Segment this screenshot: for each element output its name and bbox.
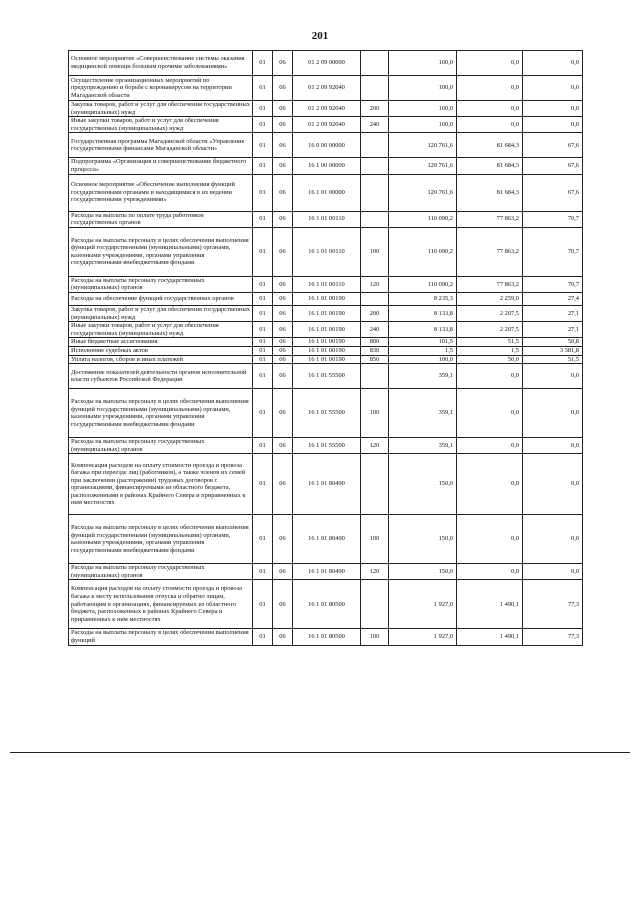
row-target-code: 16 1 01 00190 [293,338,361,347]
row-executed-amount: 50,0 [457,355,523,364]
bottom-divider [10,752,630,753]
row-subsection: 06 [273,133,293,158]
row-percent: 0,0 [523,76,583,101]
row-target-code: 16 1 01 00190 [293,305,361,321]
row-section: 01 [253,174,273,211]
row-assigned-amount: 100,0 [389,51,457,76]
row-assigned-amount: 110 090,2 [389,227,457,276]
row-percent: 27,1 [523,305,583,321]
row-executed-amount: 1,5 [457,346,523,355]
row-executed-amount: 1 490,1 [457,580,523,629]
table-row [69,338,583,347]
row-expense-type [361,211,389,227]
row-executed-amount: 0,0 [457,438,523,454]
row-target-code: 16 1 01 00190 [293,355,361,364]
row-assigned-amount: 150,0 [389,454,457,515]
row-subsection: 06 [273,101,293,117]
row-expense-type: 200 [361,101,389,117]
table-row [69,211,583,227]
row-percent: 27,1 [523,322,583,338]
row-executed-amount: 77 863,2 [457,276,523,292]
row-name: Расходы на обеспечение функций государственных органов [69,292,253,305]
row-assigned-amount: 110 090,2 [389,276,457,292]
table-row [69,101,583,117]
row-executed-amount: 77 863,2 [457,211,523,227]
row-section: 01 [253,117,273,133]
row-assigned-amount: 8 235,3 [389,292,457,305]
row-name: Основное мероприятие «Совершенствование системы оказания медицинской помощи больным прочими заболеваниями» [69,51,253,76]
row-subsection: 06 [273,305,293,321]
row-section: 01 [253,76,273,101]
row-name: Государственная программа Магаданской области «Управление государственными финансами Магаданской области» [69,133,253,158]
row-section: 01 [253,101,273,117]
row-subsection: 06 [273,346,293,355]
row-subsection: 06 [273,211,293,227]
table-row [69,629,583,645]
row-executed-amount: 2 259,0 [457,292,523,305]
table-row [69,117,583,133]
row-expense-type: 800 [361,338,389,347]
row-expense-type [361,364,389,389]
table-row [69,515,583,564]
row-executed-amount: 81 684,3 [457,158,523,174]
row-executed-amount: 51,5 [457,338,523,347]
row-assigned-amount: 120 761,6 [389,174,457,211]
row-assigned-amount: 100,0 [389,355,457,364]
row-percent: 0,0 [523,564,583,580]
row-assigned-amount: 359,1 [389,438,457,454]
row-section: 01 [253,322,273,338]
row-percent: 67,6 [523,133,583,158]
row-target-code: 16 1 01 00110 [293,211,361,227]
row-target-code: 16 1 01 00190 [293,292,361,305]
row-name: Расходы на выплаты персоналу государственных (муниципальных) органов [69,438,253,454]
row-expense-type: 200 [361,305,389,321]
row-expense-type: 120 [361,276,389,292]
table-row [69,158,583,174]
row-subsection: 06 [273,564,293,580]
row-percent: 77,3 [523,580,583,629]
table-row [69,580,583,629]
row-name: Исполнение судебных актов [69,346,253,355]
row-subsection: 06 [273,158,293,174]
table-row [69,305,583,321]
row-percent: 0,0 [523,515,583,564]
row-target-code: 16 1 01 55500 [293,389,361,438]
row-executed-amount: 2 207,5 [457,322,523,338]
table-body [69,51,583,646]
row-name: Закупка товаров, работ и услуг для обеспечения государственных (муниципальных) нужд [69,101,253,117]
row-assigned-amount: 150,0 [389,564,457,580]
table-row [69,174,583,211]
row-percent: 0,0 [523,51,583,76]
row-assigned-amount: 120 761,6 [389,158,457,174]
row-section: 01 [253,364,273,389]
row-expense-type [361,158,389,174]
row-percent: 0,0 [523,438,583,454]
row-subsection: 06 [273,454,293,515]
row-assigned-amount: 1 927,0 [389,629,457,645]
row-target-code: 16 1 01 55500 [293,438,361,454]
row-percent: 67,6 [523,174,583,211]
row-name: Осуществление организационных мероприятий по предупреждению и борьбе с коронавирусом на территории Магаданской области [69,76,253,101]
row-assigned-amount: 359,1 [389,364,457,389]
row-subsection: 06 [273,76,293,101]
row-target-code: 16 1 01 80490 [293,515,361,564]
row-expense-type [361,174,389,211]
row-subsection: 06 [273,580,293,629]
row-target-code: 16 0 00 00000 [293,133,361,158]
row-subsection: 06 [273,364,293,389]
row-name: Расходы на выплаты персоналу в целях обеспечения выполнения функций государственными (муниципальными) органами, казенными учреждениями, органами управления государственными внебюджетными фондами [69,389,253,438]
row-subsection: 06 [273,227,293,276]
row-target-code: 16 1 01 80490 [293,564,361,580]
table-row [69,276,583,292]
row-expense-type: 120 [361,564,389,580]
row-section: 01 [253,211,273,227]
row-subsection: 06 [273,438,293,454]
row-name: Закупка товаров, работ и услуг для обеспечения государственных (муниципальных) нужд [69,305,253,321]
page-number: 201 [311,30,329,42]
row-executed-amount: 0,0 [457,101,523,117]
row-name: Компенсация расходов на оплату стоимости проезда и провоза багажа при переезде лиц (работников), а также членов их семей при заключении (расторжении) трудовых договоров с организациями, финансируемыми из областного бюджета, расположенными в районах Крайнего Севера и приравненных к ним местностях [69,454,253,515]
row-target-code: 16 1 00 00000 [293,158,361,174]
table-row [69,76,583,101]
row-executed-amount: 81 684,3 [457,133,523,158]
row-target-code: 16 1 01 80500 [293,629,361,645]
row-subsection: 06 [273,322,293,338]
row-name: Расходы на выплаты персоналу государственных (муниципальных) органов [69,276,253,292]
row-percent: 3 381,8 [523,346,583,355]
row-section: 01 [253,515,273,564]
row-assigned-amount: 150,0 [389,515,457,564]
row-name: Подпрограмма «Организация и совершенствование бюджетного процесса» [69,158,253,174]
row-assigned-amount: 120 761,6 [389,133,457,158]
row-expense-type: 240 [361,117,389,133]
row-section: 01 [253,133,273,158]
table-row [69,227,583,276]
row-percent: 70,7 [523,276,583,292]
row-section: 01 [253,355,273,364]
row-name: Иные бюджетные ассигнования [69,338,253,347]
row-section: 01 [253,346,273,355]
row-executed-amount: 81 684,3 [457,174,523,211]
row-expense-type [361,580,389,629]
row-assigned-amount: 100,0 [389,76,457,101]
row-percent: 27,4 [523,292,583,305]
row-executed-amount: 0,0 [457,564,523,580]
row-target-code: 16 1 01 00190 [293,346,361,355]
row-subsection: 06 [273,117,293,133]
row-target-code: 16 1 01 00110 [293,276,361,292]
row-assigned-amount: 100,0 [389,101,457,117]
row-target-code: 16 1 01 00000 [293,174,361,211]
row-section: 01 [253,292,273,305]
table-row [69,364,583,389]
row-section: 01 [253,305,273,321]
row-name: Иные закупки товаров, работ и услуг для обеспечения государственных (муниципальных) нужд [69,322,253,338]
row-percent: 0,0 [523,364,583,389]
row-name: Основное мероприятие «Обеспечение выполнения функций государственными органами и находящимися в их ведении государственными учреждениями» [69,174,253,211]
row-name: Расходы на выплаты персоналу в целях обеспечения выполнения функций государственными (муниципальными) органами, казенными учреждениями, органами управления государственными внебюджетными фондами [69,227,253,276]
row-subsection: 06 [273,292,293,305]
row-section: 01 [253,158,273,174]
row-assigned-amount: 1 927,0 [389,580,457,629]
row-section: 01 [253,276,273,292]
row-subsection: 06 [273,51,293,76]
row-target-code: 16 1 01 80500 [293,580,361,629]
table-row [69,133,583,158]
row-section: 01 [253,338,273,347]
row-executed-amount: 1 490,1 [457,629,523,645]
row-expense-type: 120 [361,438,389,454]
row-name: Иные закупки товаров, работ и услуг для обеспечения государственных (муниципальных) нужд [69,117,253,133]
row-subsection: 06 [273,389,293,438]
row-section: 01 [253,454,273,515]
row-assigned-amount: 101,5 [389,338,457,347]
row-assigned-amount: 110 090,2 [389,211,457,227]
row-assigned-amount: 8 133,8 [389,305,457,321]
row-section: 01 [253,51,273,76]
row-subsection: 06 [273,276,293,292]
row-subsection: 06 [273,174,293,211]
budget-execution-table [68,50,583,646]
row-assigned-amount: 359,1 [389,389,457,438]
row-target-code: 01 2 09 92040 [293,101,361,117]
row-expense-type [361,133,389,158]
row-subsection: 06 [273,355,293,364]
row-target-code: 16 1 01 80490 [293,454,361,515]
row-executed-amount: 0,0 [457,51,523,76]
row-subsection: 06 [273,629,293,645]
row-percent: 77,3 [523,629,583,645]
table-row [69,438,583,454]
table-row [69,454,583,515]
table-row [69,51,583,76]
row-name: Компенсация расходов на оплату стоимости проезда и провоза багажа к месту использования отпуска и обратно лицам, работающим в организациях, финансируемых из областного бюджета, расположенных в районах Крайнего Севера и приравненных к ним местностях [69,580,253,629]
table-row [69,355,583,364]
row-executed-amount: 0,0 [457,364,523,389]
row-percent: 51,5 [523,355,583,364]
row-assigned-amount: 100,0 [389,117,457,133]
table-row [69,389,583,438]
row-section: 01 [253,389,273,438]
row-percent: 0,0 [523,101,583,117]
row-section: 01 [253,580,273,629]
row-percent: 0,0 [523,389,583,438]
table-row [69,346,583,355]
row-section: 01 [253,629,273,645]
row-target-code: 01 2 09 92040 [293,117,361,133]
row-percent: 70,7 [523,211,583,227]
row-target-code: 01 2 09 00000 [293,51,361,76]
row-target-code: 16 1 01 00110 [293,227,361,276]
row-expense-type: 100 [361,227,389,276]
row-section: 01 [253,438,273,454]
row-subsection: 06 [273,515,293,564]
row-target-code: 16 1 01 00190 [293,322,361,338]
row-percent: 0,0 [523,117,583,133]
row-assigned-amount: 8 133,8 [389,322,457,338]
row-percent: 70,7 [523,227,583,276]
row-percent: 0,0 [523,454,583,515]
row-expense-type: 850 [361,355,389,364]
row-name: Расходы на выплаты персоналу государственных (муниципальных) органов [69,564,253,580]
row-name: Уплата налогов, сборов и иных платежей [69,355,253,364]
row-executed-amount: 0,0 [457,515,523,564]
row-percent: 67,6 [523,158,583,174]
row-expense-type: 100 [361,389,389,438]
row-executed-amount: 0,0 [457,76,523,101]
row-section: 01 [253,564,273,580]
row-section: 01 [253,227,273,276]
row-name: Достижение показателей деятельности органов исполнительной власти субъектов Российской Федерации [69,364,253,389]
row-subsection: 06 [273,338,293,347]
row-expense-type: 100 [361,629,389,645]
row-name: Расходы на выплаты персоналу в целях обеспечения выполнения функций [69,629,253,645]
row-name: Расходы на выплаты персоналу в целях обеспечения выполнения функций государственными (муниципальными) органами, казенными учреждениями, органами управления государственными внебюджетными фондами [69,515,253,564]
row-target-code: 01 2 09 92040 [293,76,361,101]
row-executed-amount: 77 863,2 [457,227,523,276]
row-executed-amount: 0,0 [457,117,523,133]
row-expense-type [361,454,389,515]
row-expense-type: 100 [361,515,389,564]
row-executed-amount: 2 207,5 [457,305,523,321]
row-executed-amount: 0,0 [457,454,523,515]
row-expense-type [361,76,389,101]
row-name: Расходы на выплаты по оплате труда работников государственных органов [69,211,253,227]
row-assigned-amount: 1,5 [389,346,457,355]
table-row [69,322,583,338]
table-row [69,564,583,580]
row-expense-type: 240 [361,322,389,338]
row-executed-amount: 0,0 [457,389,523,438]
row-percent: 50,8 [523,338,583,347]
row-expense-type [361,292,389,305]
row-target-code: 16 1 01 55500 [293,364,361,389]
row-expense-type: 830 [361,346,389,355]
row-expense-type [361,51,389,76]
table-row [69,292,583,305]
